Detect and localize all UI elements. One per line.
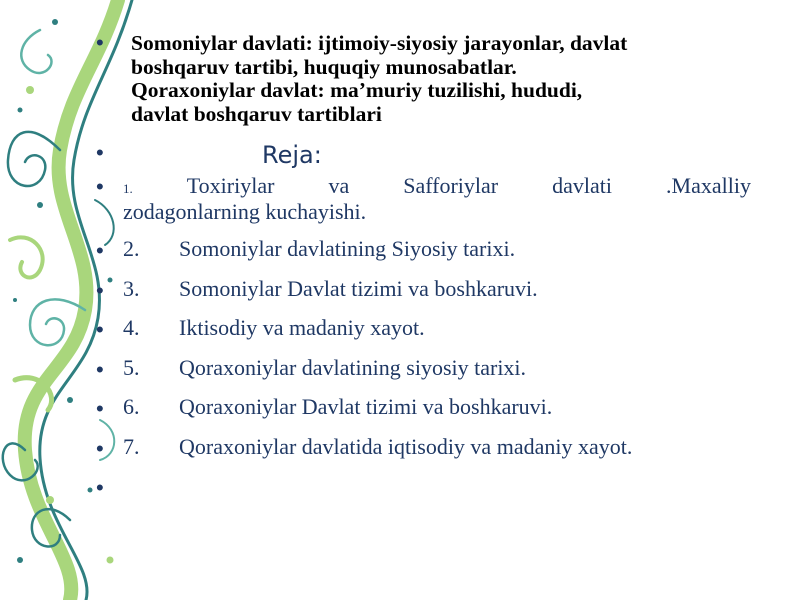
item-text: Qoraxoniylar davlatining siyosiy tarixi. [179, 355, 527, 380]
item-text: Qoraxoniylar davlatida iqtisodiy va madaniy xayot. [179, 434, 633, 459]
list-item [123, 314, 425, 342]
item-text: Somoniylar davlatining Siyosiy tarixi. [179, 236, 516, 261]
item-number: 3. [123, 276, 140, 301]
bullet: • [96, 174, 104, 199]
title-line: boshqaruv tartibi, huquqiy munosabatlar. [131, 54, 517, 79]
bullet: • [96, 317, 104, 342]
bullet: • [96, 278, 104, 303]
title-line: Somoniylar davlati: ijtimoiy-siyosiy jarayonlar, davlat [131, 31, 628, 55]
bullet: • [96, 396, 104, 421]
item-number: 4. [123, 315, 140, 340]
item-text: Iktisodiy va madaniy xayot. [179, 315, 425, 340]
plan-heading: Reja: [262, 141, 322, 169]
bullet-empty: • [96, 475, 104, 500]
bullet: • [96, 357, 104, 382]
list-item [123, 235, 515, 263]
list-item [123, 393, 552, 421]
bullet: • [96, 238, 104, 263]
list-item [123, 275, 538, 303]
item-text: Qoraxoniylar Davlat tizimi va boshkaruvi. [179, 394, 553, 419]
bullet: • [96, 436, 104, 461]
item-number: 7. [123, 434, 140, 459]
item-word: davlati [552, 173, 613, 198]
item-word: Toxiriylar [186, 173, 275, 198]
item-text: Somoniylar Davlat tizimi va boshkaruvi. [179, 276, 538, 301]
item-word: va [328, 173, 350, 198]
bullet: • [96, 140, 104, 165]
item-word: Safforiylar [403, 173, 499, 198]
list-item-1-continuation: zodagonlarning kuchayishi. [123, 199, 367, 224]
list-item [123, 354, 526, 382]
item-word: .Maxalliy [666, 173, 751, 198]
title-line: Qoraxoniylar davlat: ma’muriy tuzilishi, hududi, [131, 78, 583, 103]
slide-title [131, 32, 771, 126]
item-number: 1. [123, 181, 133, 196]
item-number: 2. [123, 236, 140, 261]
list-item [123, 433, 632, 461]
title-line: davlat boshqaruv tartiblari [131, 101, 382, 126]
bullet: • [96, 30, 104, 55]
item-number: 6. [123, 394, 140, 419]
item-number: 5. [123, 355, 140, 380]
